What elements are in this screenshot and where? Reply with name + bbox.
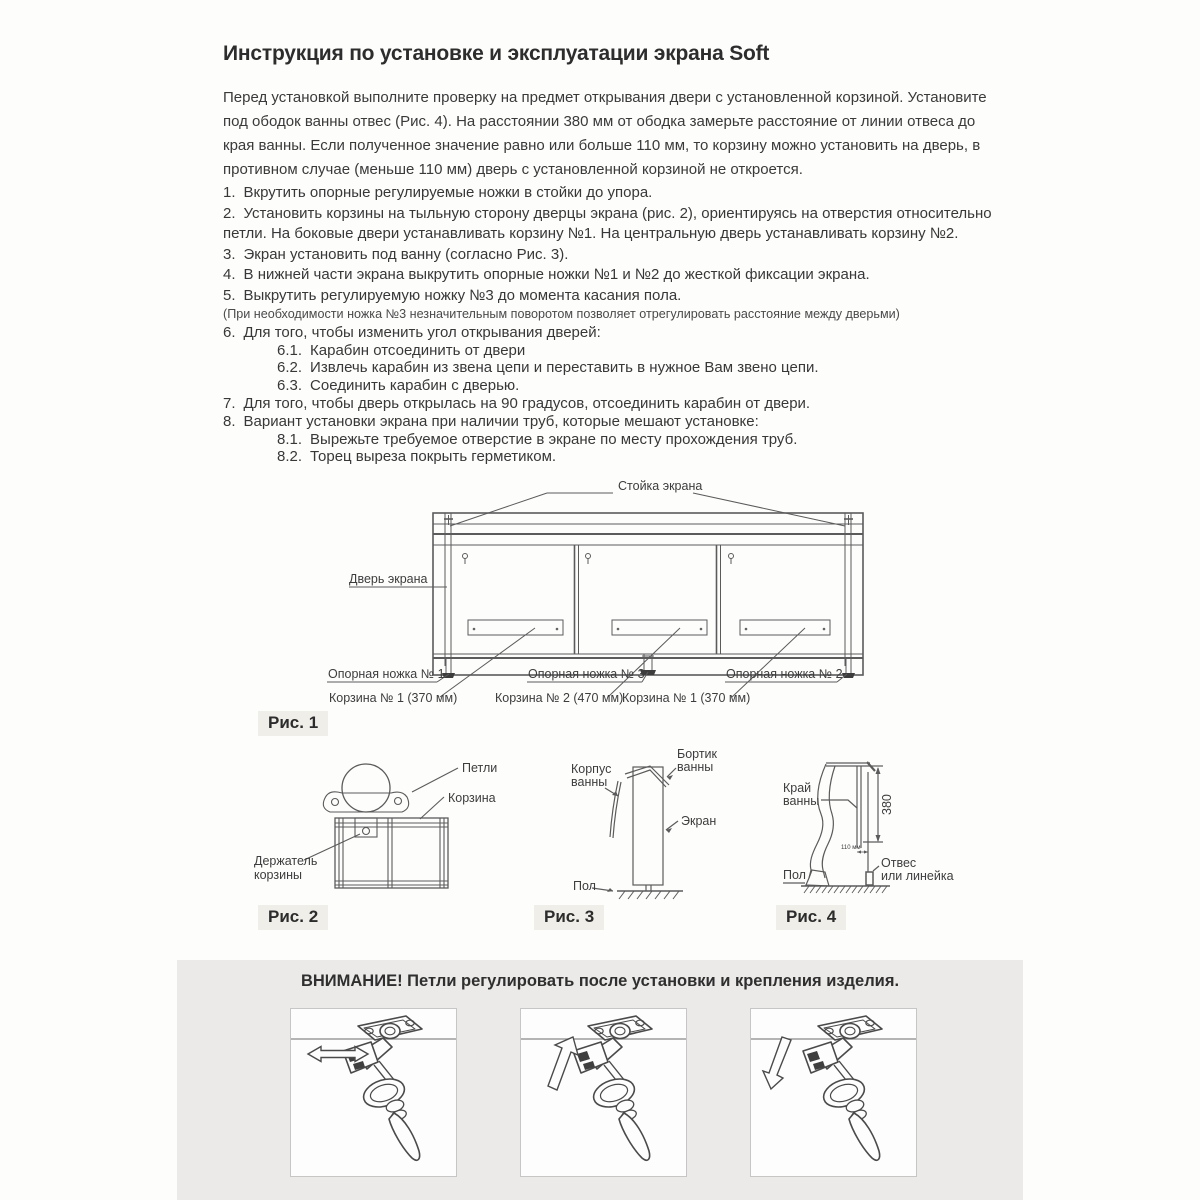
door-slot bbox=[612, 620, 707, 635]
fig3-label-korpus-line1: Корпус bbox=[571, 762, 612, 776]
step-subitem: 6.2. Извлечь карабин из звена цепи и переставить в нужное Вам звено цепи. bbox=[277, 359, 819, 377]
intro-paragraph: Перед установкой выполните проверку на предмет открывания двери с установленной корзиной. Установите под ободок ванны отвес (Рис. 4). На расстоянии 380 мм от ободка замерьте расстояние от линии отвеса до края ванны. Если полученное значение равно или больше 110 мм, то корзину можно установить на дверь, в противном случае (меньше 110 мм) дверь с установленной корзиной не откроется. bbox=[223, 89, 987, 178]
fig1-label-stoika: Стойка экрана bbox=[618, 479, 703, 493]
fig3-label-ekran: Экран bbox=[681, 814, 717, 828]
fig1-label-nozhka2: Опорная ножка № 2 bbox=[726, 667, 843, 681]
fig4-caption: Рис. 4 bbox=[776, 905, 846, 930]
fig2-drawing bbox=[240, 752, 570, 898]
keyhole-screw-icon bbox=[729, 554, 734, 565]
fig4-label-otves-line2: или линейка bbox=[881, 869, 954, 883]
step-item: 1. Вкрутить опорные регулируемые ножки в стойки до упора. bbox=[223, 184, 653, 201]
fig3-label-bortik-line2: ванны bbox=[677, 760, 714, 774]
fig3-label-korpus-line2: ванны bbox=[571, 775, 608, 789]
fig1-label-korzina1b: Корзина № 1 (370 мм) bbox=[622, 691, 751, 705]
fig4-label-kray-line2: ванны bbox=[783, 794, 820, 808]
fig3-drawing bbox=[545, 740, 725, 906]
hinge-drawing-2 bbox=[521, 1009, 686, 1176]
step-note: (При необходимости ножка №3 незначительным поворотом позволяет отрегулировать расстояние между дверьми) bbox=[223, 307, 900, 321]
fig3-label-bortik-line1: Бортик bbox=[677, 747, 718, 761]
fig1-label-nozhka3: Опорная ножка № 3 bbox=[528, 667, 645, 681]
fig1-label-korzina1a: Корзина № 1 (370 мм) bbox=[329, 691, 458, 705]
hinge-panel-adjust-horizontal bbox=[290, 1008, 457, 1177]
step-subitem: 8.2. Торец выреза покрыть герметиком. bbox=[277, 448, 557, 466]
fig2-label-derzhatel-line1: Держатель bbox=[254, 854, 318, 868]
fig2-label-korzina: Корзина bbox=[448, 791, 496, 805]
page-title: Инструкция по установке и эксплуатации экрана Soft bbox=[223, 42, 770, 65]
step-item: 5. Выкрутить регулируемую ножку №3 до момента касания пола. bbox=[223, 286, 682, 304]
hinge-panel-adjust-up bbox=[520, 1008, 687, 1177]
step-item: 4. В нижней части экрана выкрутить опорные ножки №1 и №2 до жесткой фиксации экрана. bbox=[223, 266, 870, 283]
fig4-label-kray-line1: Край bbox=[783, 781, 812, 795]
fig1-label-nozhka1: Опорная ножка № 1 bbox=[328, 667, 445, 681]
fig1-caption: Рис. 1 bbox=[258, 711, 328, 736]
step-item: 3. Экран установить под ванну (согласно Рис. 3). bbox=[223, 245, 569, 263]
warning-text: ВНИМАНИЕ! Петли регулировать после установки и крепления изделия. bbox=[300, 972, 900, 990]
fig1-label-korzina2: Корзина № 2 (470 мм) bbox=[495, 691, 624, 705]
step-subitem: 6.3. Соединить карабин с дверью. bbox=[277, 377, 520, 395]
step-item: 6. Для того, чтобы изменить угол открывания дверей: bbox=[223, 323, 601, 341]
keyhole-screw-icon bbox=[463, 554, 468, 565]
foot-right bbox=[842, 658, 855, 678]
fig4-drawing bbox=[775, 748, 1010, 908]
fig2-label-petli: Петли bbox=[462, 761, 498, 775]
steps-list bbox=[223, 183, 1009, 466]
fig4-dim-380: 380 bbox=[880, 794, 894, 815]
diagonal-up-arrow-icon bbox=[548, 1037, 578, 1090]
hinge-panel-adjust-down bbox=[750, 1008, 917, 1177]
fig3-caption: Рис. 3 bbox=[534, 905, 604, 930]
step-subitem: 6.1. Карабин отсоединить от двери bbox=[277, 341, 526, 359]
step-item: 7. Для того, чтобы дверь открылась на 90 градусов, отсоединить карабин от двери. bbox=[223, 394, 811, 412]
door-slot bbox=[740, 620, 830, 635]
fig4-label-otves-line1: Отвес bbox=[881, 856, 917, 870]
hinge-drawing-3 bbox=[751, 1009, 916, 1176]
step-item: 2. Установить корзины на тыльную сторону дверцы экрана (рис. 2), ориентируясь на отверстия относительно петли. На боковые двери устанавливать корзину №1. На центральную дверь устанавливать корзину №2. bbox=[223, 204, 992, 242]
fig4-label-pol: Пол bbox=[783, 868, 806, 882]
fig3-label-pol: Пол bbox=[573, 879, 596, 893]
fig2-label-derzhatel-line2: корзины bbox=[254, 868, 302, 882]
fig2-caption: Рис. 2 bbox=[258, 905, 328, 930]
diagonal-down-arrow-icon bbox=[763, 1037, 791, 1089]
horizontal-double-arrow-icon bbox=[308, 1047, 368, 1062]
hinge-drawing-1 bbox=[291, 1009, 456, 1176]
fig1-drawing bbox=[325, 466, 885, 708]
fig4-dim-110: 110 мм bbox=[841, 845, 861, 851]
door-slot bbox=[468, 620, 563, 635]
step-subitem: 8.1. Вырежьте требуемое отверстие в экране по месту прохождения труб. bbox=[277, 430, 798, 448]
step-item: 8. Вариант установки экрана при наличии труб, которые мешают установке: bbox=[223, 412, 759, 430]
fig1-label-dver: Дверь экрана bbox=[349, 572, 428, 586]
keyhole-screw-icon bbox=[586, 554, 591, 565]
